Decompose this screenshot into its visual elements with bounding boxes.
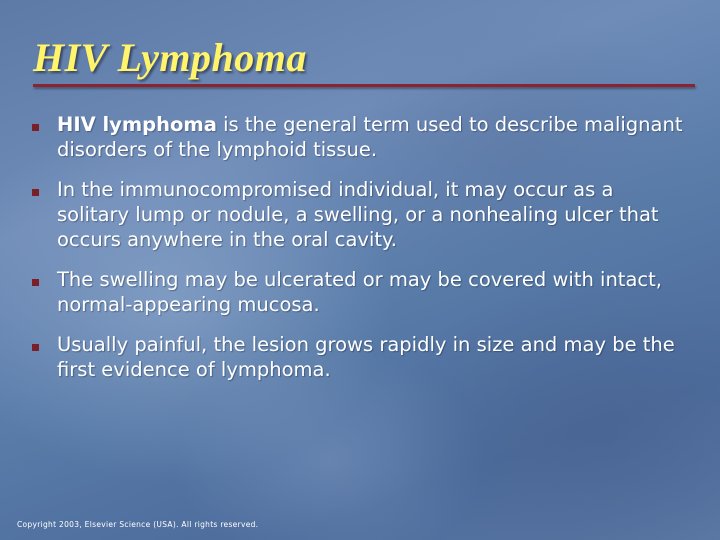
bullet-text: In the immunocompromised individual, it may occur as a solitary lump or nodule, a swelling, or a nonhealing ulcer that occurs anywhere in the oral cavity.	[57, 178, 659, 251]
bullet-bold-term: HIV lymphoma	[57, 113, 217, 136]
bullet-text: is the general term used to describe malignant disorders of the lymphoid tissue.	[57, 113, 683, 161]
bullet-item	[30, 267, 690, 317]
title-divider	[33, 84, 695, 87]
bullet-item	[30, 332, 690, 382]
slide-title: HIV Lymphoma	[33, 35, 307, 80]
bullet-text: Usually painful, the lesion grows rapidly in size and may be the first evidence of lymphoma.	[57, 333, 675, 381]
square-bullet-icon	[32, 344, 39, 351]
bullet-item	[30, 177, 690, 252]
square-bullet-icon	[32, 124, 39, 131]
bullet-list	[30, 112, 690, 397]
square-bullet-icon	[32, 189, 39, 196]
square-bullet-icon	[32, 279, 39, 286]
bullet-text: The swelling may be ulcerated or may be covered with intact, normal-appearing mucosa.	[57, 268, 662, 316]
bullet-item	[30, 112, 690, 162]
copyright-footer: Copyright 2003, Elsevier Science (USA). All rights reserved.	[17, 520, 259, 529]
